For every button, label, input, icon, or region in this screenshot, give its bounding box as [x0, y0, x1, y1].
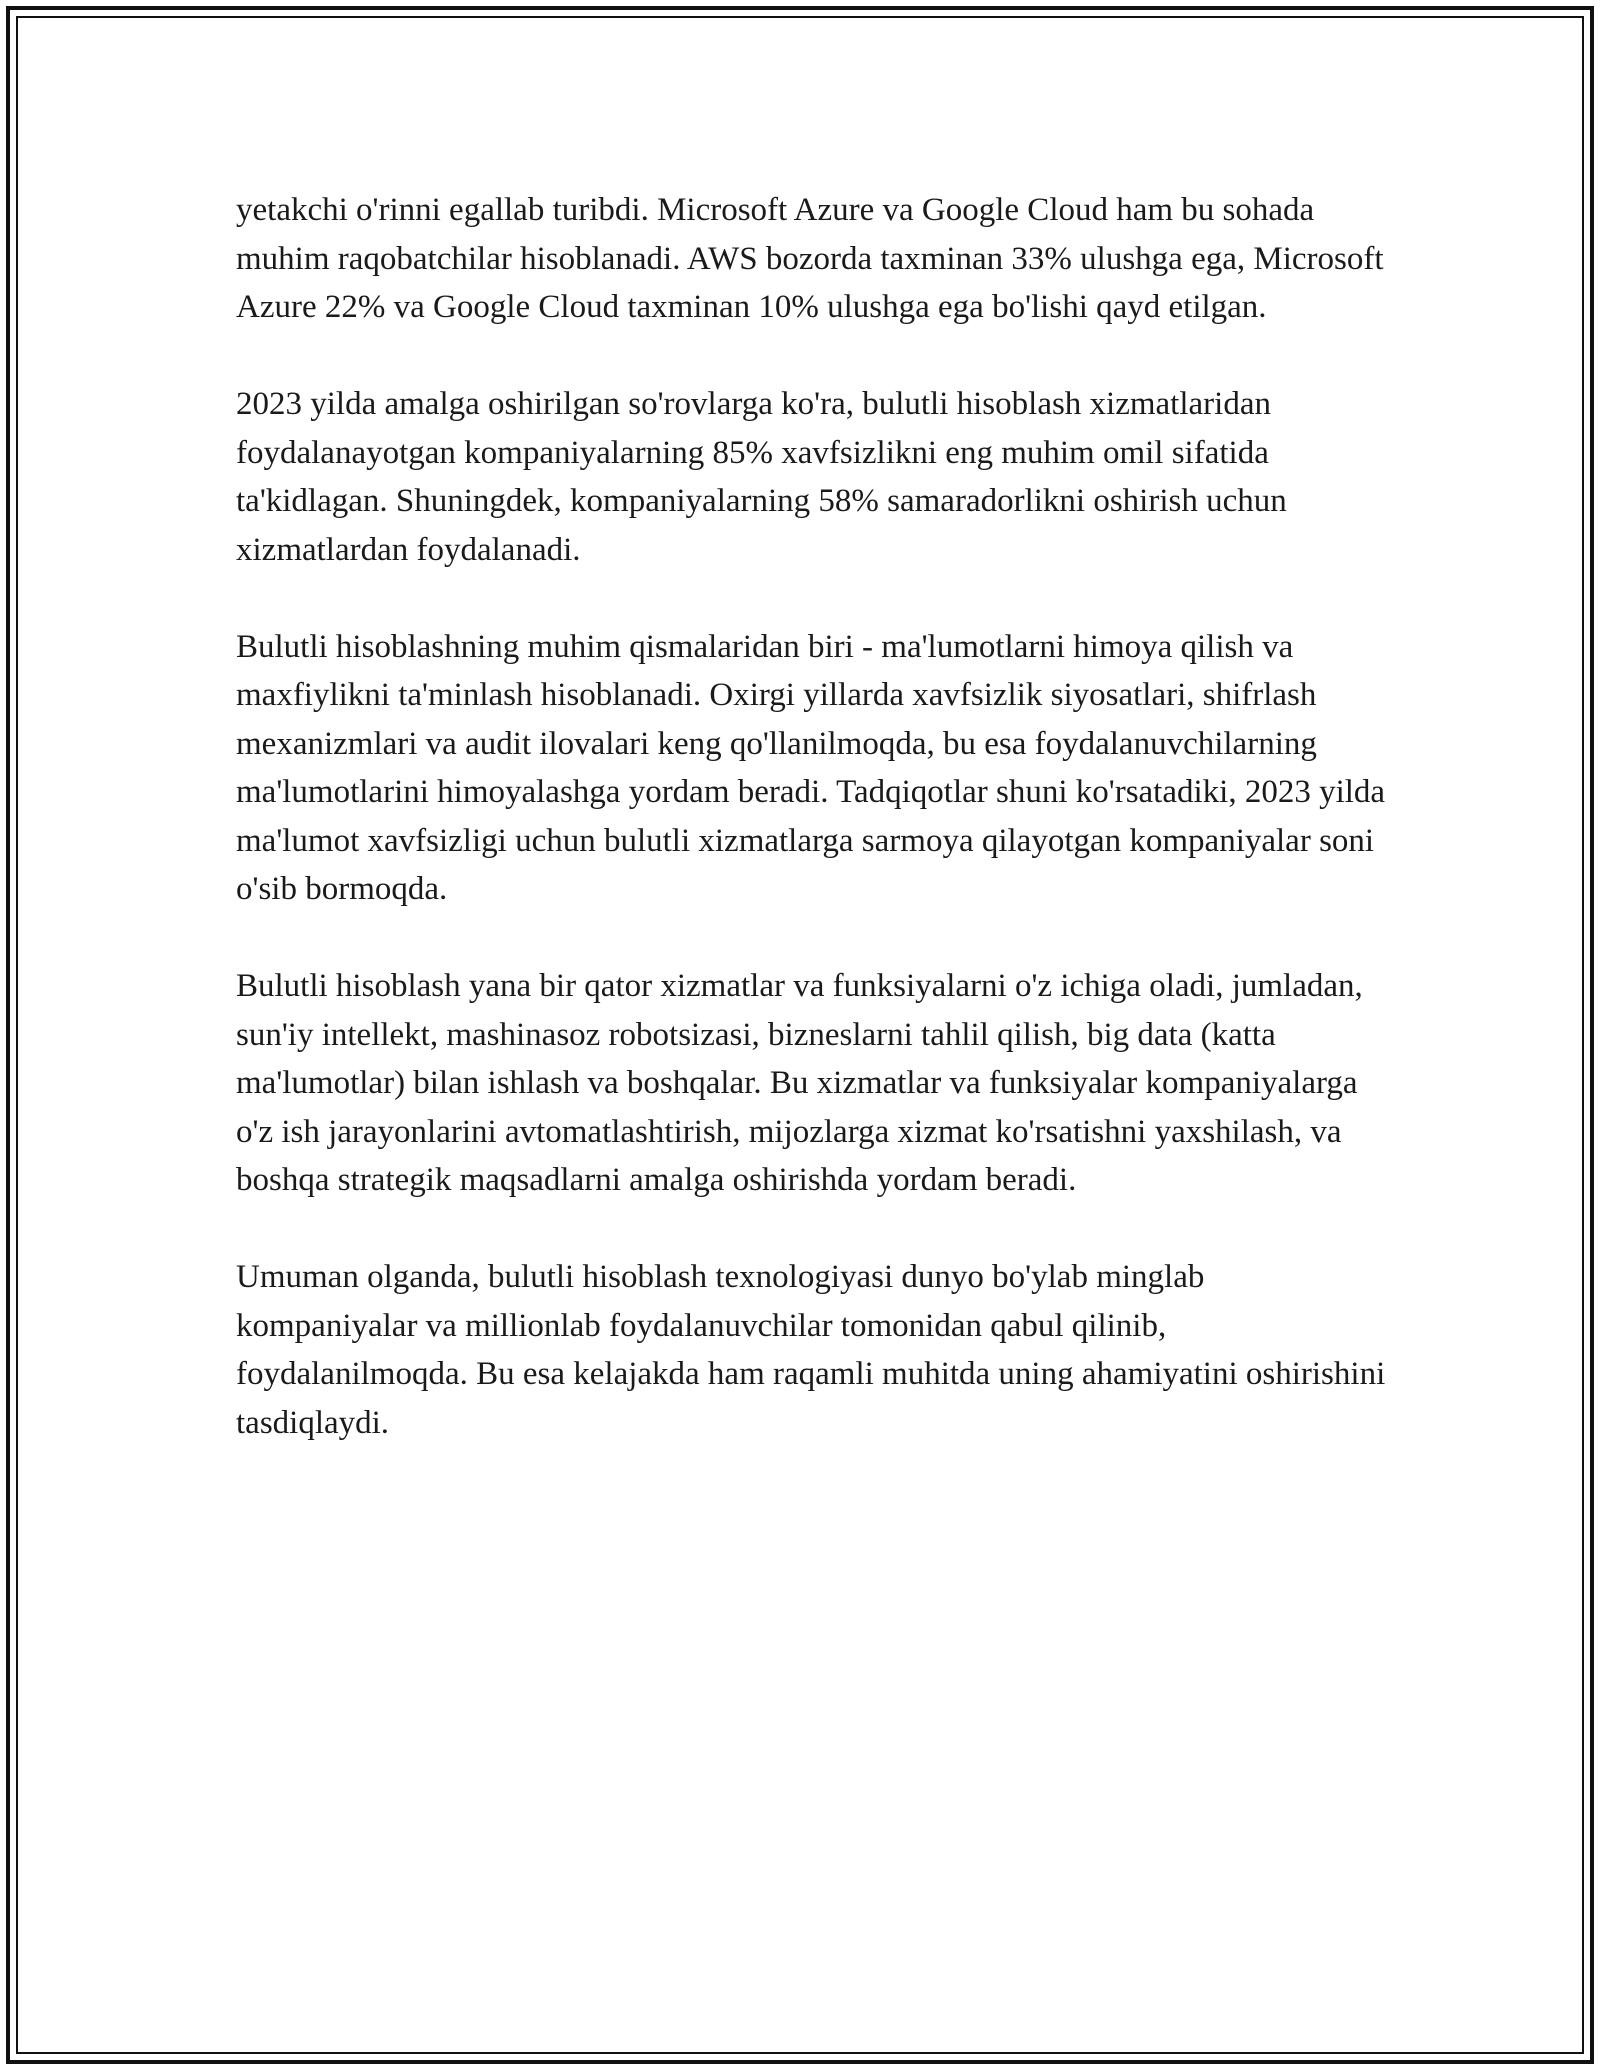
paragraph-survey-2023: 2023 yilda amalga oshirilgan so'rovlarga ko'ra, bulutli hisoblash xizmatlaridan foydalanayotgan kompaniyalarning 85% xavfsizlikni eng muhim omil sifatida ta'kidlagan. Shuningdek, kompaniyalarning 58% samaradorlikni oshirish uchun xizmatlardan foydalanadi. [236, 386, 1287, 568]
paragraph-data-protection: Bulutli hisoblashning muhim qismalaridan biri - ma'lumotlarni himoya qilish va maxfiylikni ta'minlash hisoblanadi. Oxirgi yillarda xavfsizlik siyosatlari, shifrlash mexanizmlari va audit ilovalari keng qo'llanilmoqda, bu esa foydalanuvchilarning ma'lumotlarini himoyalashga yordam beradi. Tadqiqotlar shuni ko'rsatadiki, 2023 yilda ma'lumot xavfsizligi uchun bulutli xizmatlarga sarmoya qilayotgan kompaniyalar soni o'sib bormoqda. [236, 628, 1386, 907]
document-body [236, 186, 1386, 1496]
paragraph-cloud-market-share: yetakchi o'rinni egallab turibdi. Microsoft Azure va Google Cloud ham bu sohada muhim raqobatchilar hisoblanadi. AWS bozorda taxminan 33% ulushga ega, Microsoft Azure 22% va Google Cloud taxminan 10% ulushga ega bo'lishi qayd etilgan. [236, 192, 1384, 325]
paragraph-cloud-services: Bulutli hisoblash yana bir qator xizmatlar va funksiyalarni o'z ichiga oladi, jumladan, sun'iy intellekt, mashinasoz robotsizasi, bizneslarni tahlil qilish, big data (katta ma'lumotlar) bilan ishlash va boshqalar. Bu xizmatlar va funksiyalar kompaniyalarga o'z ish jarayonlarini avtomatlashtirish, mijozlarga xizmat ko'rsatishni yaxshilash, va boshqa strategik maqsadlarni amalga oshirishda yordam beradi. [236, 968, 1363, 1198]
paragraph-conclusion: Umuman olganda, bulutli hisoblash texnologiyasi dunyo bo'ylab minglab kompaniyalar va millionlab foydalanuvchilar tomonidan qabul qilinib, foydalanilmoqda. Bu esa kelajakda ham raqamli muhitda uning ahamiyatini oshirishini tasdiqlaydi. [236, 1259, 1386, 1441]
